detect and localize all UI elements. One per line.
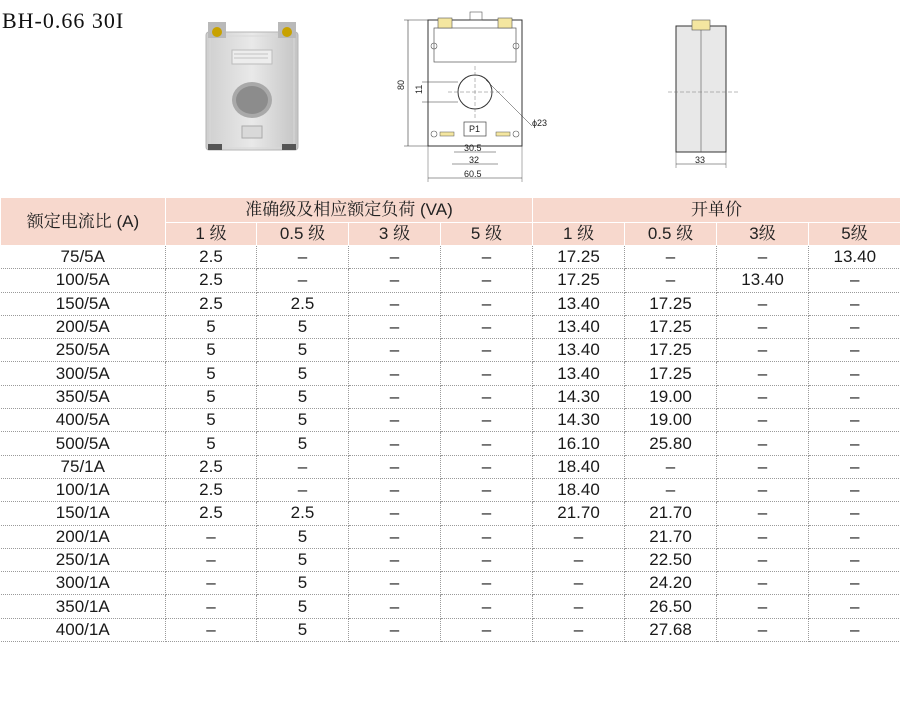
dim-hole-label: ϕ23 — [532, 118, 548, 128]
accuracy-cell: – — [441, 362, 533, 385]
price-cell: – — [809, 409, 900, 432]
accuracy-cell: – — [441, 409, 533, 432]
price-cell: 13.40 — [533, 315, 625, 338]
price-cell: – — [625, 246, 717, 269]
price-cell: – — [717, 595, 809, 618]
accuracy-cell: 2.5 — [257, 502, 349, 525]
accuracy-cell: – — [441, 618, 533, 641]
accuracy-cell: – — [166, 595, 257, 618]
price-cell: – — [809, 478, 900, 501]
rated-ratio-cell: 75/1A — [1, 455, 166, 478]
accuracy-cell: – — [349, 595, 441, 618]
header-rated-current-ratio: 额定电流比 (A) — [1, 198, 166, 246]
price-cell: – — [717, 292, 809, 315]
price-cell: – — [533, 572, 625, 595]
accuracy-cell: – — [257, 246, 349, 269]
accuracy-cell: 5 — [166, 362, 257, 385]
accuracy-cell: 5 — [257, 409, 349, 432]
rated-ratio-cell: 350/1A — [1, 595, 166, 618]
accuracy-cell: – — [257, 455, 349, 478]
rated-ratio-cell: 300/5A — [1, 362, 166, 385]
price-cell: 19.00 — [625, 409, 717, 432]
accuracy-cell: 2.5 — [166, 478, 257, 501]
price-cell: – — [809, 362, 900, 385]
dim-60-5-label: 60.5 — [464, 169, 482, 179]
price-cell: 19.00 — [625, 385, 717, 408]
accuracy-cell: 5 — [257, 572, 349, 595]
header-price-col: 5级 — [809, 223, 900, 246]
price-cell: – — [717, 409, 809, 432]
price-cell: 13.40 — [809, 246, 900, 269]
table-row — [1, 478, 900, 501]
price-cell: 13.40 — [533, 339, 625, 362]
table-row — [1, 339, 900, 362]
product-photo — [198, 18, 308, 158]
price-cell: – — [809, 292, 900, 315]
accuracy-cell: 5 — [166, 409, 257, 432]
price-cell: 18.40 — [533, 478, 625, 501]
price-cell: – — [625, 478, 717, 501]
price-cell: – — [625, 269, 717, 292]
rated-ratio-cell: 100/5A — [1, 269, 166, 292]
table-row — [1, 362, 900, 385]
accuracy-cell: – — [349, 292, 441, 315]
price-cell: – — [809, 572, 900, 595]
dim-side-label: 33 — [695, 155, 706, 165]
price-cell: 17.25 — [533, 269, 625, 292]
accuracy-cell: 5 — [257, 595, 349, 618]
price-cell: 17.25 — [625, 315, 717, 338]
rated-ratio-cell: 250/5A — [1, 339, 166, 362]
accuracy-cell: – — [349, 618, 441, 641]
product-title: BH-0.66 30I — [2, 8, 125, 33]
table-row — [1, 502, 900, 525]
accuracy-cell: – — [166, 572, 257, 595]
accuracy-cell: – — [349, 548, 441, 571]
accuracy-cell: 2.5 — [257, 292, 349, 315]
price-cell: 14.30 — [533, 385, 625, 408]
accuracy-cell: – — [349, 246, 441, 269]
price-cell: – — [625, 455, 717, 478]
price-cell: – — [717, 362, 809, 385]
header-price-col: 1 级 — [533, 223, 625, 246]
price-cell: 13.40 — [533, 362, 625, 385]
accuracy-cell: 5 — [166, 339, 257, 362]
price-cell: – — [717, 455, 809, 478]
accuracy-cell: 5 — [257, 362, 349, 385]
table-row — [1, 618, 900, 641]
accuracy-cell: – — [441, 572, 533, 595]
price-cell: – — [809, 455, 900, 478]
accuracy-cell: 5 — [166, 385, 257, 408]
accuracy-cell: 5 — [257, 339, 349, 362]
table-row — [1, 385, 900, 408]
price-cell: – — [809, 595, 900, 618]
price-cell: 17.25 — [625, 292, 717, 315]
header-price-col: 3级 — [717, 223, 809, 246]
accuracy-cell: 5 — [257, 618, 349, 641]
dim-32-label: 32 — [469, 155, 480, 165]
accuracy-cell: – — [166, 618, 257, 641]
accuracy-cell: – — [441, 432, 533, 455]
price-cell: – — [717, 315, 809, 338]
accuracy-cell: 5 — [166, 315, 257, 338]
price-cell: – — [717, 246, 809, 269]
price-cell: – — [809, 548, 900, 571]
accuracy-cell: – — [349, 432, 441, 455]
price-cell: 22.50 — [625, 548, 717, 571]
price-cell: 13.40 — [717, 269, 809, 292]
table-row — [1, 455, 900, 478]
accuracy-cell: – — [349, 339, 441, 362]
table-body — [1, 246, 900, 642]
accuracy-cell: – — [441, 502, 533, 525]
accuracy-cell: – — [349, 502, 441, 525]
price-cell: – — [809, 339, 900, 362]
price-cell: – — [533, 525, 625, 548]
price-cell: – — [717, 502, 809, 525]
price-cell: 24.20 — [625, 572, 717, 595]
accuracy-cell: 2.5 — [166, 292, 257, 315]
header-accuracy-col: 3 级 — [349, 223, 441, 246]
price-cell: 21.70 — [625, 525, 717, 548]
accuracy-cell: – — [257, 478, 349, 501]
rated-ratio-cell: 200/5A — [1, 315, 166, 338]
accuracy-cell: – — [441, 292, 533, 315]
spec-price-table — [0, 197, 900, 642]
price-cell: 26.50 — [625, 595, 717, 618]
price-cell: 17.25 — [625, 362, 717, 385]
dim-30-5-label: 30.5 — [464, 143, 482, 153]
accuracy-cell: – — [349, 362, 441, 385]
price-cell: 21.70 — [533, 502, 625, 525]
price-cell: – — [717, 432, 809, 455]
terminal-label: P1 — [469, 124, 481, 134]
dim-11-label: 11 — [414, 84, 424, 94]
side-dimension-drawing — [664, 12, 744, 172]
rated-ratio-cell: 100/1A — [1, 478, 166, 501]
accuracy-cell: 2.5 — [166, 269, 257, 292]
rated-ratio-cell: 350/5A — [1, 385, 166, 408]
price-cell: 17.25 — [625, 339, 717, 362]
header-accuracy-col: 1 级 — [166, 223, 257, 246]
table-row — [1, 269, 900, 292]
accuracy-cell: – — [441, 269, 533, 292]
rated-ratio-cell: 75/5A — [1, 246, 166, 269]
accuracy-cell: – — [441, 246, 533, 269]
rated-ratio-cell: 500/5A — [1, 432, 166, 455]
accuracy-cell: 5 — [257, 525, 349, 548]
price-cell: 17.25 — [533, 246, 625, 269]
price-cell: – — [717, 572, 809, 595]
header-price-col: 0.5 级 — [625, 223, 717, 246]
header-price-group: 开单价 — [533, 198, 900, 223]
table-row — [1, 432, 900, 455]
price-cell: 16.10 — [533, 432, 625, 455]
table-row — [1, 525, 900, 548]
header-accuracy-group: 准确级及相应额定负荷 (VA) — [166, 198, 533, 223]
price-cell: – — [809, 502, 900, 525]
price-cell: – — [717, 548, 809, 571]
rated-ratio-cell: 200/1A — [1, 525, 166, 548]
accuracy-cell: – — [441, 595, 533, 618]
price-cell: – — [717, 618, 809, 641]
accuracy-cell: – — [441, 478, 533, 501]
accuracy-cell: – — [441, 525, 533, 548]
rated-ratio-cell: 250/1A — [1, 548, 166, 571]
price-cell: – — [533, 618, 625, 641]
table-row — [1, 246, 900, 269]
accuracy-cell: – — [349, 315, 441, 338]
rated-ratio-cell: 400/5A — [1, 409, 166, 432]
price-cell: – — [809, 315, 900, 338]
accuracy-cell: 2.5 — [166, 246, 257, 269]
price-cell: – — [533, 548, 625, 571]
table-row — [1, 315, 900, 338]
price-cell: – — [809, 432, 900, 455]
accuracy-cell: – — [349, 385, 441, 408]
price-cell: – — [717, 525, 809, 548]
price-cell: 13.40 — [533, 292, 625, 315]
accuracy-cell: – — [441, 548, 533, 571]
price-cell: 21.70 — [625, 502, 717, 525]
accuracy-cell: 5 — [257, 385, 349, 408]
price-cell: 14.30 — [533, 409, 625, 432]
dim-height-label: 80 — [396, 79, 406, 90]
table-row — [1, 548, 900, 571]
accuracy-cell: – — [166, 548, 257, 571]
accuracy-cell: 5 — [166, 432, 257, 455]
rated-ratio-cell: 150/5A — [1, 292, 166, 315]
header-accuracy-col: 5 级 — [441, 223, 533, 246]
accuracy-cell: – — [349, 269, 441, 292]
accuracy-cell: – — [349, 478, 441, 501]
accuracy-cell: – — [441, 385, 533, 408]
price-cell: – — [717, 339, 809, 362]
accuracy-cell: 5 — [257, 548, 349, 571]
price-cell: – — [809, 525, 900, 548]
table-row — [1, 572, 900, 595]
table-row — [1, 292, 900, 315]
accuracy-cell: 2.5 — [166, 455, 257, 478]
accuracy-cell: – — [441, 315, 533, 338]
table-row — [1, 595, 900, 618]
price-cell: – — [809, 618, 900, 641]
accuracy-cell: – — [257, 269, 349, 292]
price-cell: 25.80 — [625, 432, 717, 455]
accuracy-cell: – — [166, 525, 257, 548]
price-cell: – — [809, 269, 900, 292]
accuracy-cell: – — [349, 455, 441, 478]
price-cell: 18.40 — [533, 455, 625, 478]
price-cell: – — [809, 385, 900, 408]
rated-ratio-cell: 400/1A — [1, 618, 166, 641]
front-dimension-drawing — [392, 6, 562, 186]
accuracy-cell: – — [349, 525, 441, 548]
table-row — [1, 409, 900, 432]
rated-ratio-cell: 300/1A — [1, 572, 166, 595]
accuracy-cell: – — [441, 339, 533, 362]
rated-ratio-cell: 150/1A — [1, 502, 166, 525]
price-cell: – — [533, 595, 625, 618]
price-cell: 27.68 — [625, 618, 717, 641]
accuracy-cell: – — [441, 455, 533, 478]
price-cell: – — [717, 478, 809, 501]
header-accuracy-col: 0.5 级 — [257, 223, 349, 246]
accuracy-cell: – — [349, 572, 441, 595]
accuracy-cell: 5 — [257, 315, 349, 338]
accuracy-cell: 5 — [257, 432, 349, 455]
accuracy-cell: – — [349, 409, 441, 432]
accuracy-cell: 2.5 — [166, 502, 257, 525]
price-cell: – — [717, 385, 809, 408]
